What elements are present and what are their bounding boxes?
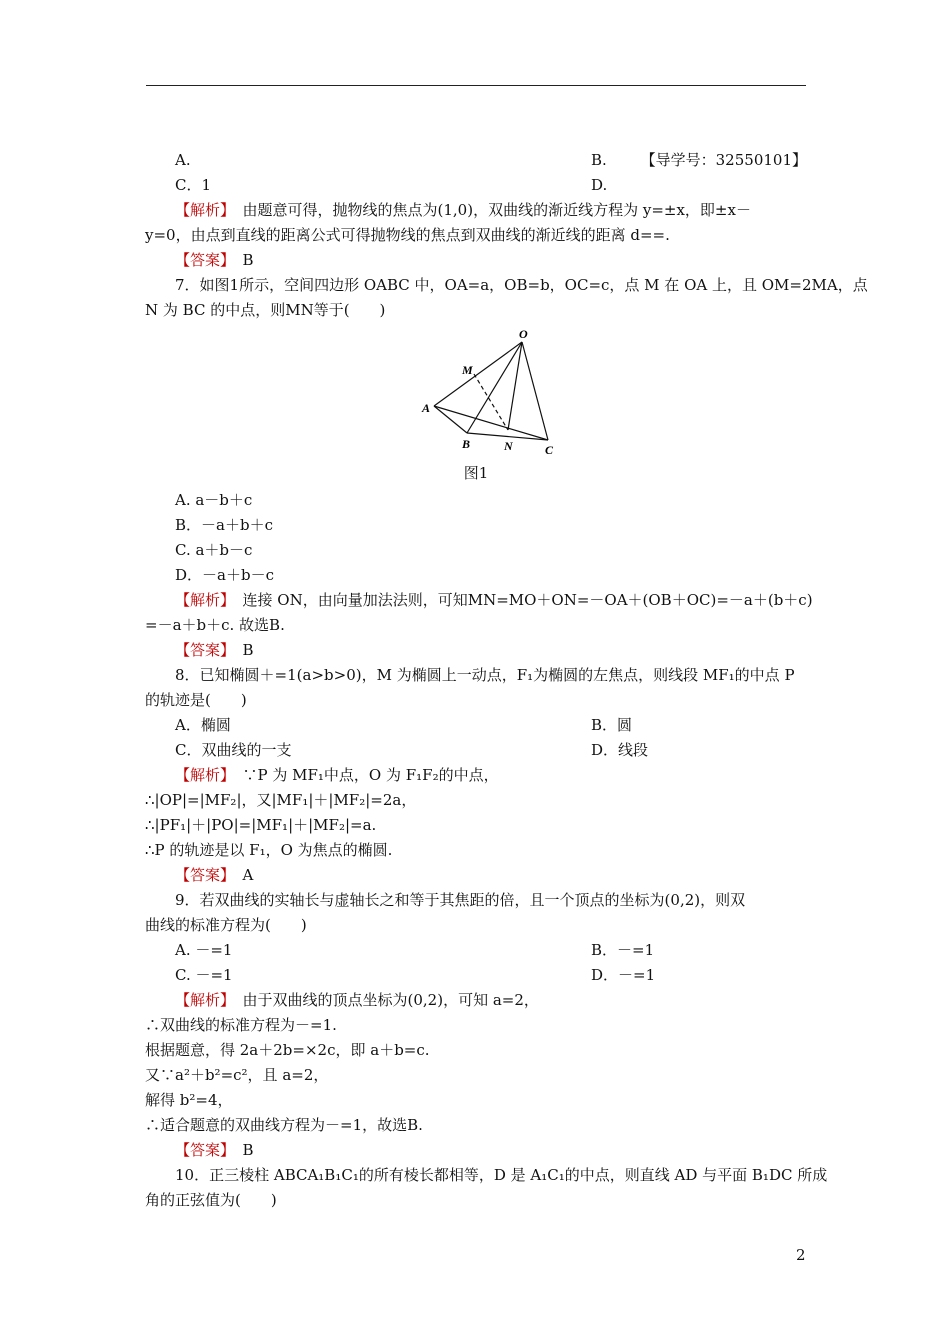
q9-analysis-line-3: 根据题意，得 2a＋2b=×2c，即 a＋b=c. [145, 1041, 430, 1059]
q9-option-c: C. －=1 [175, 966, 233, 984]
q6-answer: 【答案】 B [175, 251, 254, 269]
edge-on [508, 342, 522, 430]
q9-stem-line-2: 曲线的标准方程为( ) [145, 916, 307, 934]
answer-tag: 【答案】 [175, 641, 228, 659]
edge-ab [434, 406, 467, 433]
q9-answer: 【答案】 B [175, 1141, 254, 1159]
page-number: 2 [796, 1246, 806, 1264]
q8-analysis-line-4: ∴P 的轨迹是以 F₁，O 为焦点的椭圆. [145, 841, 393, 859]
analysis-tag: 【解析】 [175, 766, 228, 784]
q9-option-a: A. －=1 [175, 941, 233, 959]
q6-option-a: A. [175, 151, 191, 169]
figure-caption: 图1 [463, 464, 489, 482]
label-n: N [504, 439, 513, 453]
q7-analysis-line-2: =－a＋b＋c. 故选B. [145, 616, 285, 634]
q7-option-d: D．－a＋b－c [175, 566, 274, 584]
q7-option-b: B．－a＋b＋c [175, 516, 273, 534]
q9-analysis-line-1: 【解析】 由于双曲线的顶点坐标为(0,2)，可知 a=2， [175, 991, 539, 1009]
answer-tag: 【答案】 [175, 866, 228, 884]
guide-number: 【导学号：32550101】 [640, 151, 807, 169]
q8-analysis-line-2: ∴|OP|=|MF₂|，又|MF₁|＋|MF₂|=2a， [145, 791, 417, 809]
label-o: O [519, 327, 528, 341]
q9-analysis-line-2: ∴双曲线的标准方程为－=1. [145, 1016, 337, 1034]
q8-answer: 【答案】 A [175, 866, 254, 884]
edge-oa [434, 342, 522, 406]
q8-stem-line-2: 的轨迹是( ) [145, 691, 247, 709]
analysis-tag: 【解析】 [175, 201, 228, 219]
label-b: B [462, 437, 471, 451]
q6-option-c: C．1 [175, 176, 212, 194]
q7-answer: 【答案】 B [175, 641, 254, 659]
answer-tag: 【答案】 [175, 251, 228, 269]
q7-stem-line-1: 7．如图1所示，空间四边形 OABC 中，OA=a，OB=b，OC=c，点 M 在 OA 上，且 OM=2MA，点 [175, 276, 868, 294]
q10-stem-line-1: 10．正三棱柱 ABCA₁B₁C₁的所有棱长都相等，D 是 A₁C₁的中点，则直线 AD 与平面 B₁DC 所成 [175, 1166, 828, 1184]
q6-analysis-line-2: y=0，由点到直线的距离公式可得抛物线的焦点到双曲线的渐近线的距离 d==. [145, 226, 670, 244]
label-a: A [422, 401, 431, 415]
q9-analysis-line-4: 又∵a²＋b²=c²，且 a=2， [145, 1066, 329, 1084]
q6-analysis-line-1: 【解析】 由题意可得，抛物线的焦点为(1,0)，双曲线的渐近线方程为 y=±x，即±x－ [175, 201, 751, 219]
answer-tag: 【答案】 [175, 1141, 228, 1159]
q7-stem-line-2: N 为 BC 的中点，则MN等于( ) [145, 301, 386, 319]
q8-stem-line-1: 8．已知椭圆＋=1(a>b>0)，M 为椭圆上一动点，F₁为椭圆的左焦点，则线段 MF₁的中点 P [175, 666, 795, 684]
edge-ob [467, 342, 522, 433]
q7-analysis-line-1: 【解析】 连接 ON，由向量加法法则，可知MN=MO＋ON=－OA＋(OB＋OC)=－a＋(b＋c) [175, 591, 813, 609]
label-m: M [462, 363, 473, 377]
q9-analysis-line-5: 解得 b²=4， [145, 1091, 233, 1109]
q8-option-a: A．椭圆 [175, 716, 231, 734]
q10-stem-line-2: 角的正弦值为( ) [145, 1191, 277, 1209]
tetrahedron-figure [420, 322, 570, 460]
q8-option-c: C．双曲线的一支 [175, 741, 292, 759]
q7-option-c: C. a＋b－c [175, 541, 253, 559]
label-c: C [545, 443, 554, 457]
analysis-tag: 【解析】 [175, 591, 228, 609]
vector-mn [474, 374, 508, 430]
q7-option-a: A. a－b＋c [175, 491, 253, 509]
q8-analysis-line-3: ∴|PF₁|＋|PO|=|MF₁|＋|MF₂|=a. [145, 816, 377, 834]
header-rule [146, 85, 806, 86]
q9-stem-line-1: 9．若双曲线的实轴长与虚轴长之和等于其焦距的倍，且一个顶点的坐标为(0,2)，则双 [175, 891, 746, 909]
analysis-tag: 【解析】 [175, 991, 228, 1009]
edge-oc [522, 342, 548, 440]
q8-analysis-line-1: 【解析】 ∵P 为 MF₁中点，O 为 F₁F₂的中点， [175, 766, 499, 784]
q9-analysis-line-6: ∴适合题意的双曲线方程为－=1，故选B. [145, 1116, 423, 1134]
